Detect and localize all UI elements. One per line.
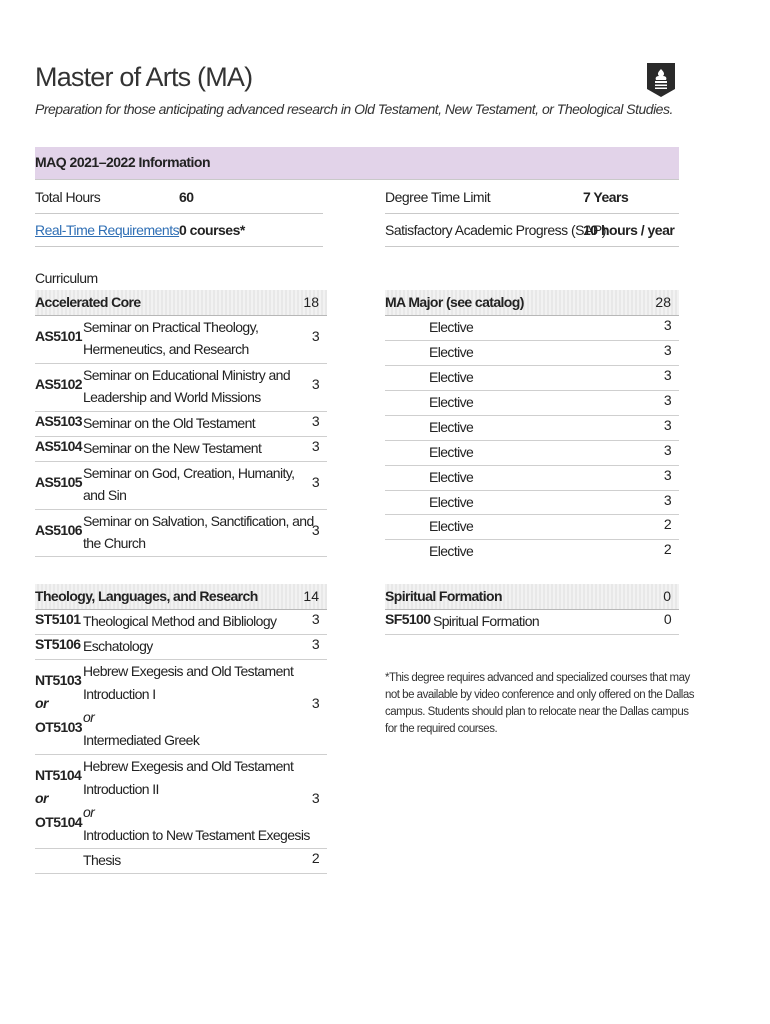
course-row	[35, 849, 327, 874]
course-row	[35, 364, 327, 412]
elective-row	[385, 366, 679, 391]
spiritual-formation-table	[385, 584, 679, 636]
course-code-alt: OT5103	[35, 719, 82, 735]
course-credits: 3	[311, 474, 319, 490]
course-name: Elective	[429, 518, 474, 534]
theology-table	[35, 584, 327, 876]
total-hours-row	[35, 183, 323, 214]
course-code: NT5104	[35, 767, 82, 783]
course-name-cont: the Church	[83, 535, 146, 551]
sap-label: Satisfactory Academic Progress (SAP)	[385, 222, 606, 238]
course-code: SF5100	[385, 611, 431, 627]
degree-time-limit-label: Degree Time Limit	[385, 189, 491, 205]
spiritual-formation-header	[385, 584, 679, 610]
course-code: NT5103	[35, 672, 82, 688]
course-code: AS5104	[35, 438, 82, 454]
course-name: Seminar on the New Testament	[83, 440, 262, 456]
course-credits: 3	[311, 611, 319, 627]
course-row	[35, 412, 327, 437]
course-name: Seminar on Salvation, Sanctification, and	[83, 513, 314, 529]
page-title: Master of Arts (MA)	[35, 62, 253, 92]
course-code: ST5106	[35, 636, 81, 652]
course-name: Elective	[429, 469, 474, 485]
section-credits: 14	[303, 588, 319, 604]
course-row	[35, 610, 327, 635]
footnote: *This degree requires advanced and specialized courses that may not be available by video conference and only offered on the Dallas campus. Students should plan to relocate near the Dallas campus for the required courses.	[385, 672, 694, 735]
course-credits: 3	[663, 342, 671, 358]
course-credits: 3	[311, 790, 319, 806]
sap-value: 10 hours / year	[583, 222, 675, 238]
course-credits: 3	[311, 328, 319, 344]
course-name-cont: Leadership and World Missions	[83, 389, 261, 405]
ma-major-table	[385, 290, 679, 562]
or-label: or	[83, 804, 95, 820]
elective-row	[385, 316, 679, 341]
course-name: Seminar on Practical Theology,	[83, 319, 259, 335]
course-name: Theological Method and Bibliology	[83, 613, 277, 629]
course-name-cont: Hermeneutics, and Research	[83, 341, 249, 357]
course-credits: 3	[663, 467, 671, 483]
elective-row	[385, 540, 679, 562]
realtime-row	[35, 216, 323, 247]
course-name: Elective	[429, 344, 474, 360]
degree-time-limit-value: 7 Years	[583, 189, 629, 205]
realtime-requirements-link[interactable]: Real-Time Requirements	[35, 222, 180, 238]
course-name: Seminar on God, Creation, Humanity,	[83, 465, 295, 481]
section-credits: 28	[655, 294, 671, 310]
course-name-cont: and Sin	[83, 487, 127, 503]
course-name-alt: Introduction to New Testament Exegesis	[83, 827, 310, 843]
section-title: Spiritual Formation	[385, 588, 502, 604]
course-row	[35, 510, 327, 557]
course-row	[385, 610, 679, 635]
info-heading-bar	[35, 147, 679, 180]
course-code: AS5103	[35, 413, 82, 429]
section-credits: 0	[663, 588, 671, 604]
course-credits: 3	[663, 392, 671, 408]
course-name: Eschatology	[83, 638, 153, 654]
section-title: Accelerated Core	[35, 294, 141, 310]
degree-time-limit-row	[385, 183, 679, 214]
course-row	[35, 755, 327, 849]
course-code: AS5101	[35, 328, 82, 344]
course-name-cont: Introduction I	[83, 686, 156, 702]
course-name-cont: Introduction II	[83, 781, 159, 797]
elective-row	[385, 515, 679, 540]
elective-row	[385, 341, 679, 366]
course-credits: 3	[311, 636, 319, 652]
total-hours-value: 60	[179, 189, 194, 205]
ma-major-header	[385, 290, 679, 316]
course-row	[35, 437, 327, 462]
realtime-value: 0 courses*	[179, 222, 245, 238]
course-credits: 2	[311, 850, 319, 866]
course-name: Elective	[429, 369, 474, 385]
accelerated-core-header	[35, 290, 327, 316]
course-name: Hebrew Exegesis and Old Testament	[83, 758, 294, 774]
sap-row	[385, 216, 679, 247]
course-name: Elective	[429, 494, 474, 510]
page-subtitle: Preparation for those anticipating advanced research in Old Testament, New Testament, or Theological Studies.	[35, 101, 673, 117]
course-name-alt: Intermediated Greek	[83, 732, 200, 748]
course-code-alt: OT5104	[35, 814, 82, 830]
course-credits: 3	[311, 438, 319, 454]
or-label: or	[35, 790, 48, 806]
elective-row	[385, 391, 679, 416]
total-hours-label: Total Hours	[35, 189, 101, 205]
course-name: Seminar on the Old Testament	[83, 415, 256, 431]
course-code: AS5105	[35, 474, 82, 490]
course-credits: 2	[663, 541, 671, 557]
elective-row	[385, 416, 679, 441]
course-code: ST5101	[35, 611, 81, 627]
course-name: Elective	[429, 444, 474, 460]
course-row	[35, 462, 327, 510]
course-code: AS5106	[35, 522, 82, 538]
elective-row	[385, 491, 679, 515]
course-row	[35, 635, 327, 660]
or-label: or	[83, 709, 95, 725]
course-credits: 2	[663, 516, 671, 532]
course-name: Elective	[429, 319, 474, 335]
course-name: Spiritual Formation	[433, 613, 540, 629]
section-title: MA Major (see catalog)	[385, 294, 524, 310]
course-credits: 0	[663, 611, 671, 627]
course-name: Hebrew Exegesis and Old Testament	[83, 663, 294, 679]
curriculum-label: Curriculum	[35, 270, 98, 286]
course-name: Seminar on Educational Ministry and	[83, 367, 291, 383]
course-credits: 3	[311, 413, 319, 429]
course-credits: 3	[311, 376, 319, 392]
course-credits: 3	[663, 317, 671, 333]
course-row	[35, 660, 327, 755]
course-credits: 3	[663, 492, 671, 508]
section-credits: 18	[303, 294, 319, 310]
course-credits: 3	[663, 417, 671, 433]
course-name: Elective	[429, 394, 474, 410]
course-name: Elective	[429, 419, 474, 435]
course-credits: 3	[311, 695, 319, 711]
or-label: or	[35, 695, 48, 711]
elective-row	[385, 441, 679, 466]
course-name: Thesis	[83, 852, 121, 868]
accelerated-core-table	[35, 290, 327, 558]
course-credits: 3	[663, 367, 671, 383]
elective-row	[385, 466, 679, 491]
section-title: Theology, Languages, and Research	[35, 588, 258, 604]
course-row	[35, 316, 327, 364]
seminary-logo-icon	[647, 63, 675, 97]
info-heading: MAQ 2021–2022 Information	[35, 154, 211, 170]
theology-header	[35, 584, 327, 610]
course-name: Elective	[429, 543, 474, 559]
course-code: AS5102	[35, 376, 82, 392]
course-credits: 3	[663, 442, 671, 458]
course-credits: 3	[311, 522, 319, 538]
